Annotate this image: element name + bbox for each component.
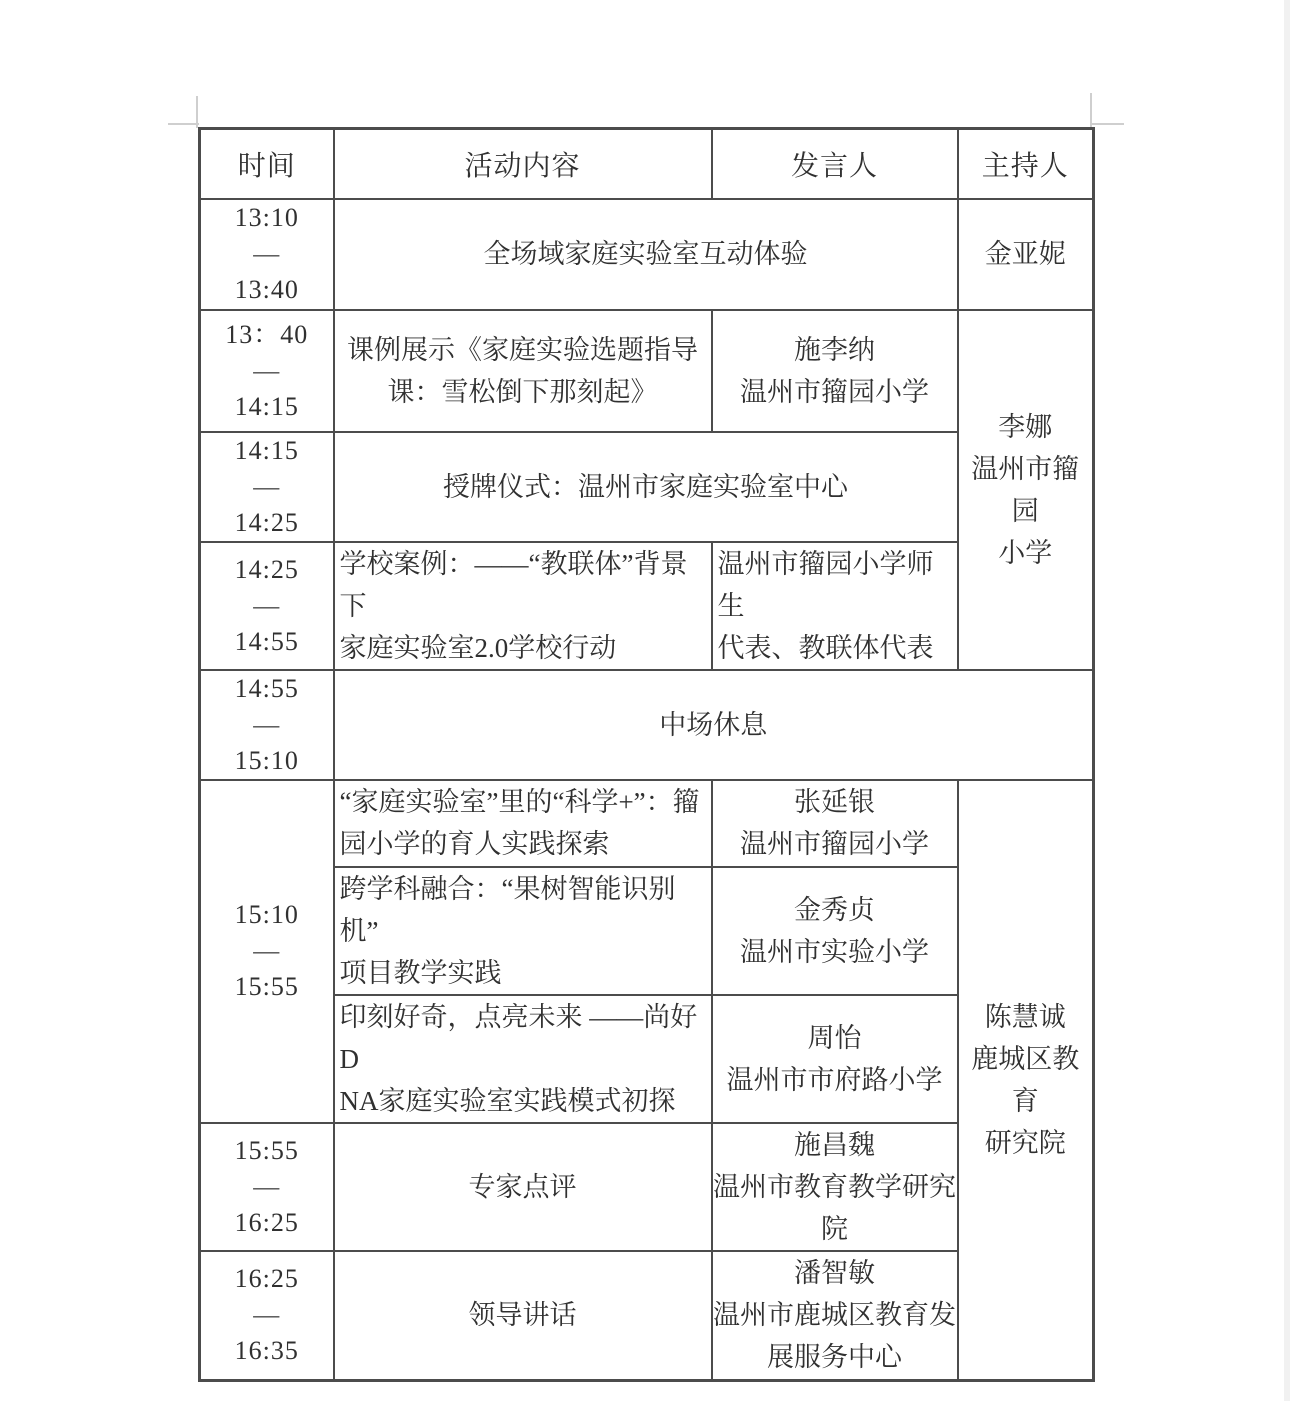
time-end: 15:55	[234, 972, 299, 1001]
activity-cell-break	[334, 670, 1094, 780]
time-dash: —	[253, 936, 281, 965]
activity-cell	[334, 995, 712, 1123]
activity-cell	[334, 542, 712, 670]
activity-line: 园小学的育人实践探索	[339, 829, 610, 859]
time-end: 16:25	[234, 1207, 299, 1237]
time-cell	[200, 670, 334, 780]
time-end: 14:15	[234, 391, 299, 421]
time-cell	[200, 542, 334, 670]
host-org-line: 温州市籀园	[971, 453, 1080, 526]
time-start: 16:25	[234, 1264, 299, 1294]
table-guide-mark-left-horizontal	[168, 123, 199, 125]
activity-line: 专家点评	[468, 1171, 577, 1202]
time-dash: —	[253, 1171, 281, 1201]
activity-line: 全场域家庭实验室互动体验	[483, 239, 808, 269]
column-header-activity: 活动内容	[334, 129, 712, 199]
table-row	[200, 670, 1094, 780]
activity-cell	[334, 199, 958, 310]
activity-line: 领导讲话	[468, 1300, 577, 1331]
speaker-cell	[712, 995, 958, 1123]
speaker-org: 温州市实验小学	[740, 936, 929, 967]
activity-line: 授牌仪式：温州市家庭实验室中心	[443, 471, 848, 502]
column-header-speaker: 发言人	[712, 129, 958, 199]
speaker-org-line: 温州市籀园小学师生	[717, 548, 934, 621]
time-end: 16:35	[234, 1336, 299, 1366]
activity-cell	[334, 867, 712, 995]
activity-line: NA家庭实验室实践模式初探	[339, 1085, 676, 1116]
time-end: 13:40	[234, 275, 299, 304]
time-start: 15:55	[234, 1135, 299, 1165]
host-name: 李娜	[998, 411, 1053, 442]
activity-cell	[334, 432, 958, 542]
column-header-host: 主持人	[958, 129, 1094, 199]
host-cell	[958, 780, 1094, 1381]
time-dash: —	[253, 709, 281, 739]
speaker-name: 潘智敏	[794, 1258, 875, 1289]
activity-line: 课：雪松倒下那刻起》	[387, 376, 658, 407]
table-row	[200, 310, 1094, 432]
time-dash: —	[253, 355, 281, 385]
speaker-name: 张延银	[794, 787, 875, 817]
time-end: 14:25	[234, 507, 299, 537]
schedule-table	[198, 127, 1095, 1382]
time-start: 14:55	[234, 673, 299, 703]
table-guide-mark-right-horizontal	[1091, 123, 1124, 125]
host-cell	[958, 199, 1094, 310]
speaker-org: 温州市籀园小学	[740, 376, 929, 407]
activity-line: 学校案例：——“教联体”背景下	[339, 548, 688, 621]
time-start: 14:25	[234, 554, 299, 584]
activity-cell	[334, 1251, 712, 1381]
time-start: 15:10	[234, 900, 299, 929]
host-name: 陈慧诚	[984, 1001, 1066, 1032]
time-dash: —	[253, 471, 281, 501]
time-end: 14:55	[234, 626, 299, 656]
column-header-time: 时间	[200, 129, 334, 199]
activity-line: “家庭实验室”里的“科学+”：籀	[339, 787, 700, 817]
activity-cell	[334, 780, 712, 867]
speaker-cell	[712, 1251, 958, 1381]
host-org-line: 研究院	[984, 1127, 1066, 1158]
time-cell	[200, 780, 334, 1123]
time-start: 13：40	[225, 319, 309, 349]
activity-line: 家庭实验室2.0学校行动	[339, 632, 617, 663]
table-row	[200, 199, 1094, 310]
activity-cell	[334, 1123, 712, 1251]
activity-line: 跨学科融合：“果树智能识别机”	[339, 873, 676, 946]
host-name: 金亚妮	[984, 239, 1066, 269]
speaker-cell	[712, 1123, 958, 1251]
speaker-org-line: 温州市教育教学研究	[713, 1171, 956, 1202]
speaker-name: 周怡	[807, 1022, 862, 1053]
time-cell	[200, 432, 334, 542]
page-edge-shadow	[1284, 0, 1290, 1401]
speaker-org-line: 展服务中心	[767, 1342, 902, 1373]
speaker-org: 温州市籀园小学	[740, 829, 929, 859]
host-org-line: 小学	[998, 537, 1053, 568]
speaker-org-line: 温州市鹿城区教育发	[713, 1300, 956, 1331]
time-dash: —	[253, 1300, 281, 1330]
time-start: 14:15	[234, 435, 299, 465]
speaker-cell	[712, 780, 958, 867]
activity-line: 中场休息	[659, 709, 768, 740]
time-end: 15:10	[234, 745, 299, 775]
speaker-cell	[712, 867, 958, 995]
speaker-name: 施昌魏	[794, 1129, 875, 1160]
speaker-cell	[712, 542, 958, 670]
speaker-org-line: 院	[821, 1213, 848, 1244]
time-cell	[200, 310, 334, 432]
time-cell	[200, 1251, 334, 1381]
speaker-name: 施李纳	[794, 334, 875, 365]
speaker-cell	[712, 310, 958, 432]
activity-cell	[334, 310, 712, 432]
header-row	[200, 129, 1094, 199]
time-dash: —	[253, 590, 281, 620]
time-dash: —	[253, 239, 281, 268]
activity-line: 印刻好奇，点亮未来 ——尚好D	[339, 1001, 698, 1074]
table-row	[200, 780, 1094, 867]
time-cell	[200, 1123, 334, 1251]
time-cell	[200, 199, 334, 310]
speaker-org: 温州市市府路小学	[726, 1064, 943, 1095]
speaker-name: 金秀贞	[794, 894, 875, 925]
speaker-org-line: 代表、教联体代表	[717, 632, 934, 663]
host-cell	[958, 310, 1094, 670]
activity-line: 课例展示《家庭实验选题指导	[347, 334, 698, 365]
time-start: 13:10	[234, 203, 299, 232]
activity-line: 项目教学实践	[339, 957, 502, 988]
host-org-line: 鹿城区教育	[971, 1043, 1080, 1116]
